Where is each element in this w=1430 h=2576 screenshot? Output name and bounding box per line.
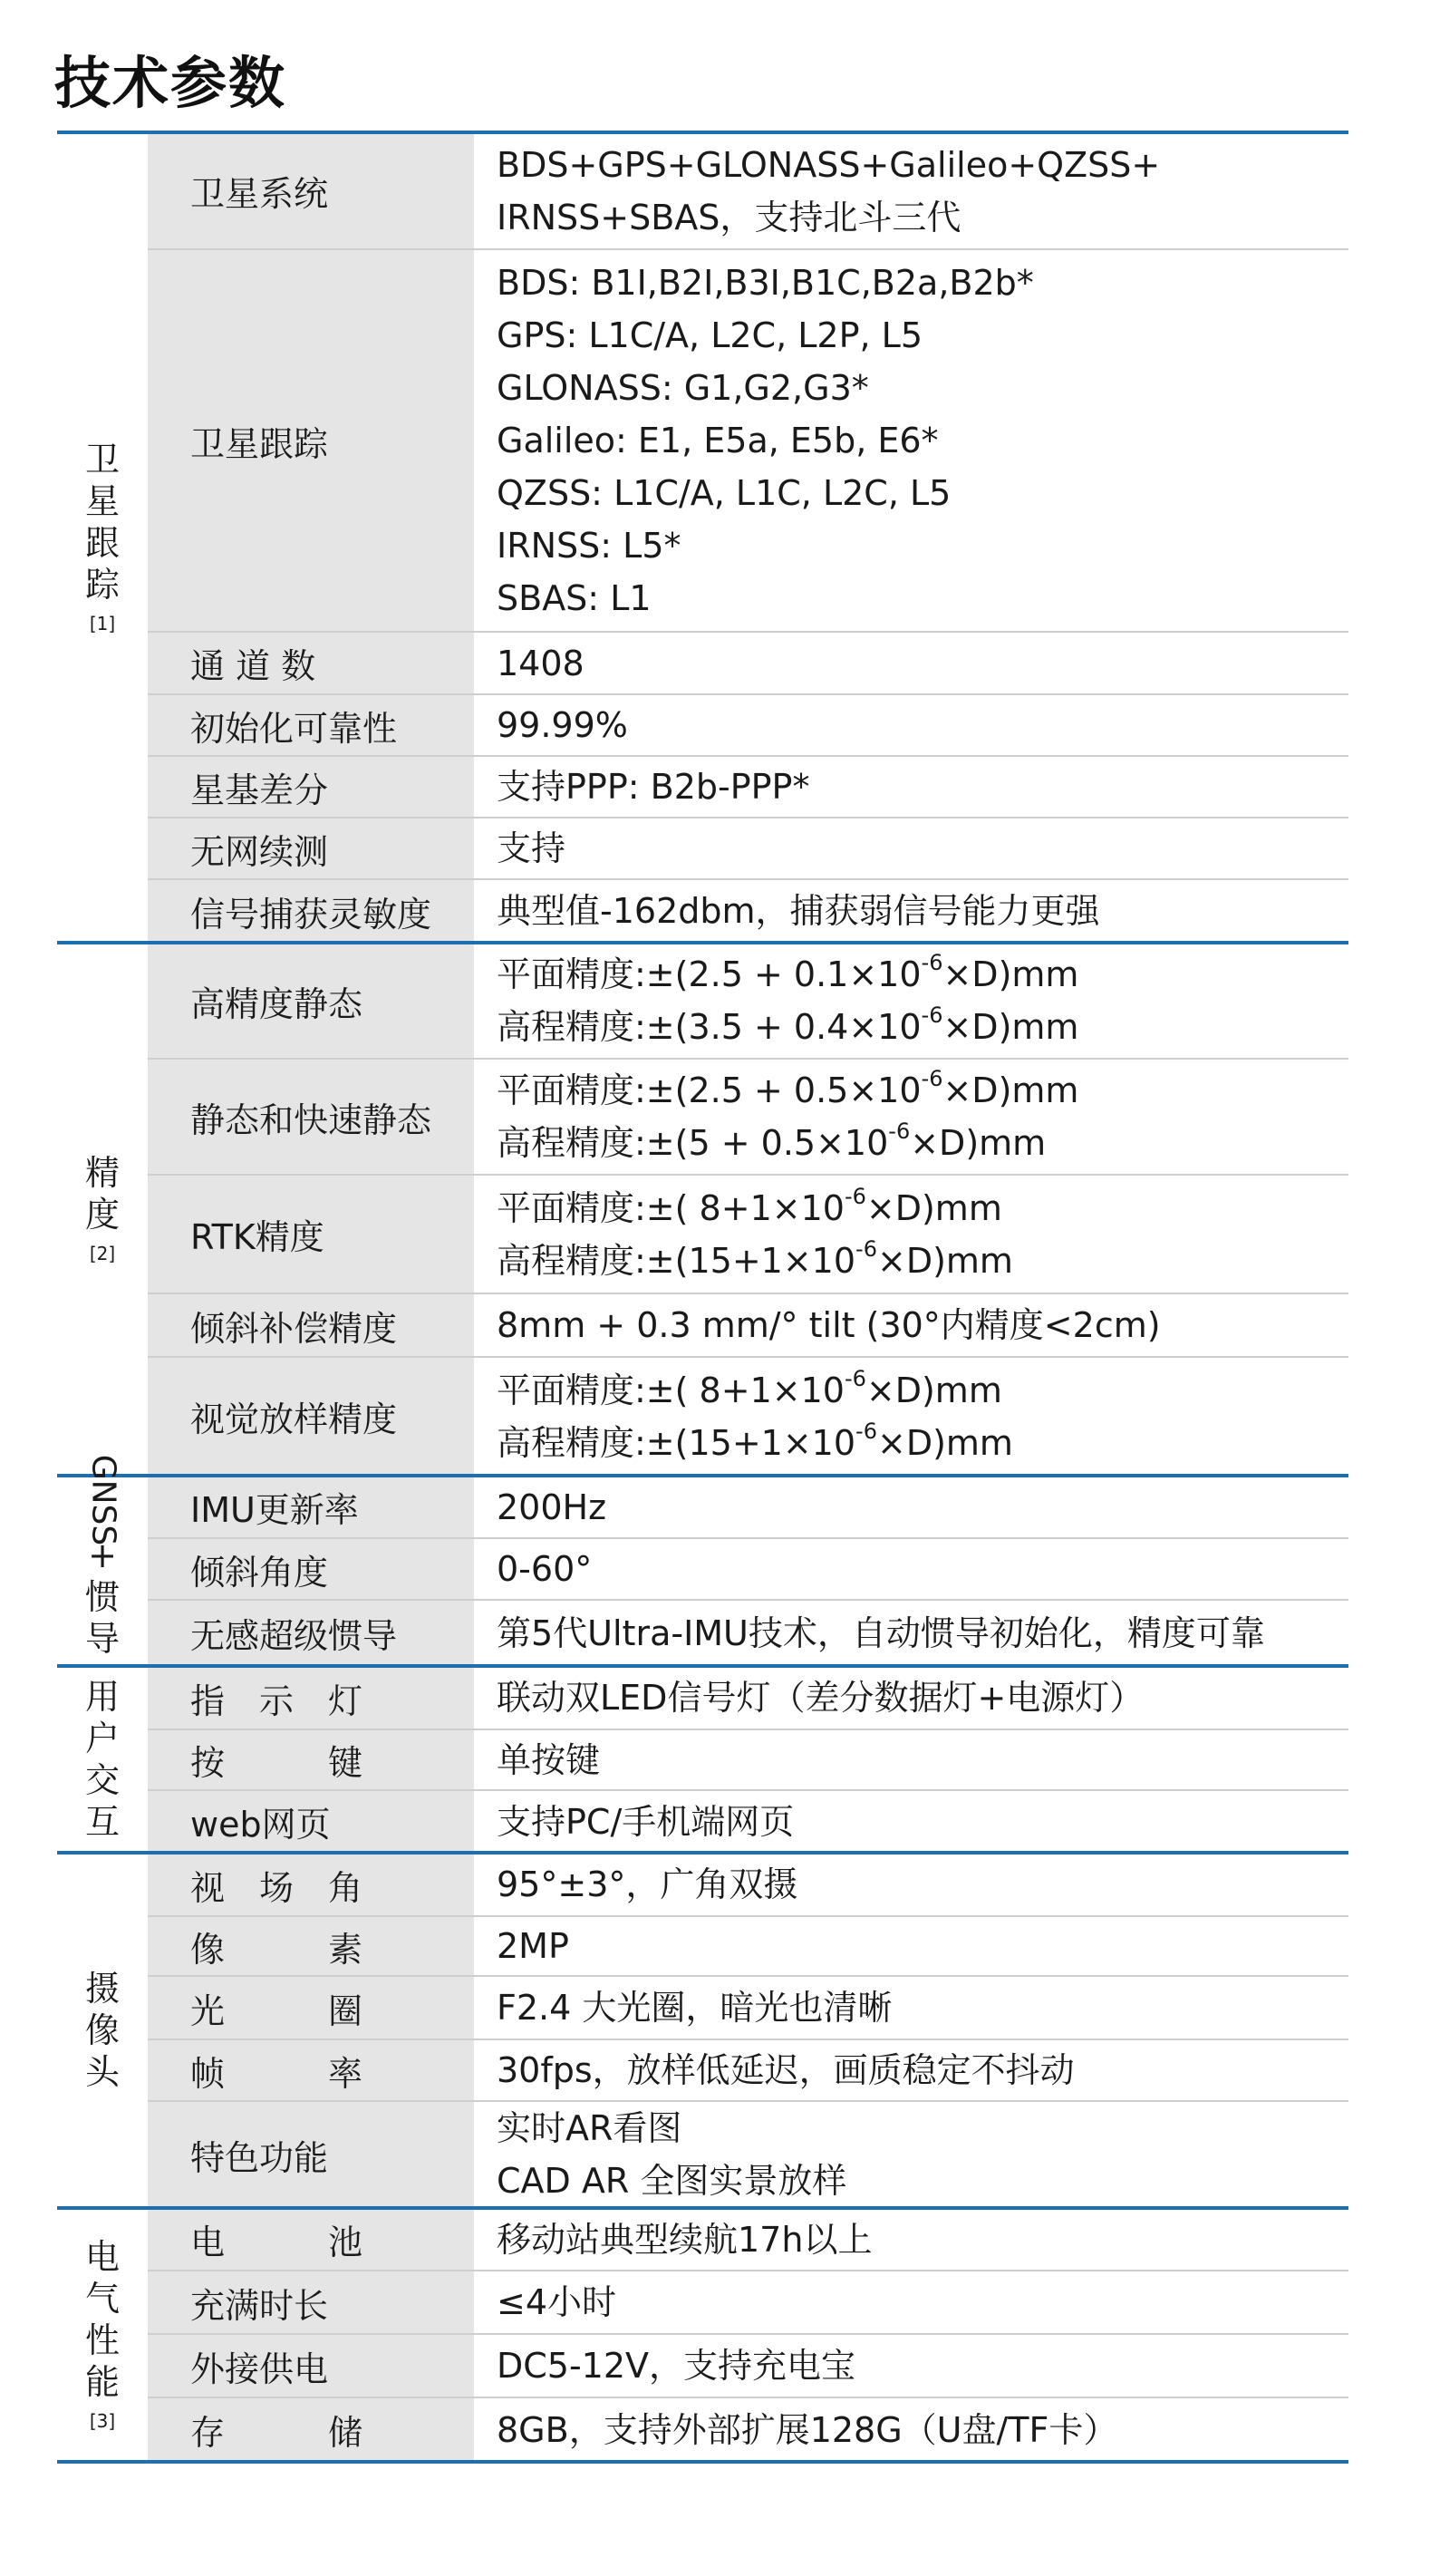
value-text: ×D)mm	[876, 1240, 1013, 1281]
spec-value-line: DC5-12V，支持充电宝	[497, 2346, 856, 2386]
spec-value	[497, 1976, 1348, 2039]
category-footnote: [2]	[89, 1243, 116, 1264]
value-text: 平面精度:±(2.5 + 0.1×10	[497, 954, 922, 994]
spec-value	[497, 632, 1348, 694]
spec-value	[497, 756, 1348, 818]
spec-value-line: 200Hz	[497, 1487, 607, 1527]
spec-value-line	[497, 1182, 1348, 1235]
spec-label: RTK精度	[190, 1217, 324, 1257]
category-char: 像	[84, 2010, 120, 2050]
table-bottom-rule	[57, 2460, 1348, 2464]
spec-label: 卫星跟踪	[190, 423, 329, 464]
spec-label: 特色功能	[190, 2137, 329, 2178]
value-text: 高程精度:±(15+1×10	[497, 1240, 856, 1281]
spec-value-line: 支持PPP: B2b-PPP*	[497, 767, 810, 807]
spec-value	[497, 1729, 1348, 1790]
value-text: ×D)mm	[942, 954, 1079, 994]
spec-value-line: 99.99%	[497, 705, 628, 745]
exponent: -6	[921, 1066, 943, 1092]
section-category	[57, 2208, 148, 2462]
spec-label: 卫星系统	[190, 174, 329, 214]
spec-label: 倾斜补偿精度	[190, 1308, 398, 1349]
spec-label: 指 示 灯	[190, 1680, 363, 1721]
spec-label: 静态和快速静态	[190, 1099, 432, 1140]
section-category	[57, 132, 148, 943]
spec-value-line: 单按键	[497, 1739, 601, 1780]
spec-label: 光 圈	[190, 1990, 363, 2031]
category-char: 交	[84, 1760, 120, 1800]
category-char: 头	[84, 2052, 120, 2092]
spec-label: 高精度静态	[190, 983, 363, 1024]
value-text: 平面精度:±( 8+1×10	[497, 1370, 845, 1410]
spec-value	[497, 1666, 1348, 1729]
spec-value-line	[497, 948, 1348, 1001]
spec-value-line: 第5代Ultra-IMU技术，自动惯导初始化，精度可靠	[497, 1612, 1265, 1653]
category-rotated-text: GNSS	[84, 1454, 121, 1546]
spec-value-line: GPS: L1C/A, L2C, L2P, L5	[497, 315, 923, 355]
category-char: 气	[84, 2279, 120, 2319]
spec-value-line	[497, 1417, 1348, 1469]
category-char: 惯	[84, 1577, 120, 1617]
spec-value	[497, 694, 1348, 756]
spec-value	[497, 1293, 1348, 1357]
spec-value	[497, 249, 1348, 632]
value-text: ×D)mm	[876, 1422, 1013, 1463]
spec-value-line: 联动双LED信号灯（差分数据灯+电源灯）	[497, 1678, 1145, 1718]
exponent: -6	[888, 1119, 911, 1145]
value-text: ×D)mm	[910, 1123, 1047, 1163]
spec-value-line	[497, 1001, 1348, 1053]
spec-label: 通 道 数	[190, 646, 316, 686]
spec-value	[497, 132, 1348, 249]
spec-value	[497, 1790, 1348, 1853]
exponent: -6	[921, 950, 943, 976]
page-title: 技术参数	[54, 50, 287, 116]
spec-value-line	[497, 1117, 1348, 1169]
spec-value	[497, 1175, 1348, 1293]
spec-value	[497, 1059, 1348, 1175]
category-footnote: [3]	[89, 2410, 116, 2432]
spec-value-line: SBAS: L1	[497, 578, 652, 618]
spec-label: 星基差分	[190, 770, 329, 810]
spec-value	[497, 2397, 1348, 2462]
exponent: -6	[855, 1418, 877, 1444]
category-footnote: [1]	[89, 613, 116, 634]
spec-label: 帧 率	[190, 2053, 363, 2094]
spec-value	[497, 1538, 1348, 1600]
spec-label: 视觉放样精度	[190, 1399, 398, 1439]
spec-value-line: 实时AR看图	[497, 2108, 682, 2148]
spec-value	[497, 2271, 1348, 2334]
spec-label: 信号捕获灵敏度	[190, 894, 432, 935]
spec-value-line: Galileo: E1, E5a, E5b, E6*	[497, 421, 939, 460]
spec-value-line: BDS: B1I,B2I,B3I,B1C,B2a,B2b*	[497, 263, 1034, 303]
spec-value-line: IRNSS: L5*	[497, 526, 681, 566]
spec-value-line: ≤4小时	[497, 2282, 617, 2322]
spec-value-line: 95°±3°，广角双摄	[497, 1864, 798, 1904]
category-char: 互	[84, 1802, 120, 1842]
spec-label: 充满时长	[190, 2285, 329, 2326]
spec-value	[497, 1600, 1348, 1666]
value-text: ×D)mm	[865, 1187, 1002, 1228]
category-char: 度	[84, 1195, 120, 1235]
value-text: 平面精度:±(2.5 + 0.5×10	[497, 1070, 922, 1110]
spec-value-line	[497, 1235, 1348, 1287]
spec-label: 倾斜角度	[190, 1552, 329, 1593]
spec-value	[497, 2334, 1348, 2397]
spec-label: 外接供电	[190, 2348, 329, 2389]
value-text: 平面精度:±( 8+1×10	[497, 1187, 845, 1228]
spec-value-line: 8mm + 0.3 mm/° tilt (30°内精度<2cm)	[497, 1305, 1161, 1345]
spec-value	[497, 818, 1348, 879]
spec-value-line: QZSS: L1C/A, L1C, L2C, L5	[497, 473, 952, 513]
spec-value	[497, 2039, 1348, 2101]
spec-label: 电 池	[190, 2223, 363, 2262]
category-char: 能	[84, 2362, 120, 2402]
spec-value	[497, 2101, 1348, 2208]
value-text: 高程精度:±(3.5 + 0.4×10	[497, 1007, 922, 1047]
spec-value-line: 8GB，支持外部扩展128G（U盘/TF卡）	[497, 2409, 1118, 2450]
spec-value	[497, 2208, 1348, 2271]
spec-value-line: 支持	[497, 828, 566, 868]
spec-value-line: IRNSS+SBAS，支持北斗三代	[497, 197, 961, 237]
section-category	[57, 1853, 148, 2208]
category-char: 户	[84, 1719, 120, 1758]
exponent: -6	[855, 1235, 877, 1262]
category-char: 星	[84, 481, 120, 521]
category-char: +	[88, 1535, 117, 1575]
spec-label: 存 储	[190, 2413, 363, 2453]
spec-value-line: 30fps，放样低延迟，画质稳定不抖动	[497, 2050, 1075, 2090]
category-char: 用	[84, 1677, 120, 1717]
section-category	[57, 943, 148, 1476]
section-category	[57, 1454, 148, 1666]
value-text: 高程精度:±(5 + 0.5×10	[497, 1123, 889, 1163]
category-char: 导	[84, 1619, 120, 1659]
value-text: ×D)mm	[942, 1007, 1079, 1047]
category-char: 跟	[84, 523, 120, 563]
category-char: 性	[84, 2320, 120, 2360]
spec-value	[497, 1916, 1348, 1976]
value-text: ×D)mm	[865, 1370, 1002, 1410]
category-char: 电	[84, 2237, 120, 2277]
exponent: -6	[844, 1183, 866, 1209]
spec-value-line: CAD AR 全图实景放样	[497, 2161, 847, 2201]
spec-value-line: 0-60°	[497, 1549, 593, 1589]
spec-value-line: GLONASS: G1,G2,G3*	[497, 368, 869, 408]
spec-value-line: 移动站典型续航17h以上	[497, 2219, 873, 2260]
category-char: 踪	[84, 565, 120, 605]
spec-label: IMU更新率	[190, 1490, 359, 1530]
spec-value	[497, 1476, 1348, 1538]
exponent: -6	[844, 1365, 866, 1391]
spec-value	[497, 1853, 1348, 1916]
spec-value-line	[497, 1064, 1348, 1117]
spec-label: 初始化可靠性	[190, 708, 398, 749]
spec-value-line	[497, 1364, 1348, 1417]
spec-value-line: 支持PC/手机端网页	[497, 1801, 795, 1842]
spec-value-line: 典型值-162dbm，捕获弱信号能力更强	[497, 891, 1100, 931]
category-char: 卫	[84, 440, 120, 479]
value-text: ×D)mm	[942, 1070, 1079, 1110]
spec-value-line: BDS+GPS+GLONASS+Galileo+QZSS+	[497, 144, 1161, 185]
spec-label: 无感超级惯导	[190, 1616, 398, 1656]
spec-value	[497, 879, 1348, 943]
category-char: 摄	[84, 1969, 120, 2009]
spec-label: 无网续测	[190, 831, 329, 872]
value-text: 高程精度:±(15+1×10	[497, 1422, 856, 1463]
exponent: -6	[921, 1002, 943, 1029]
spec-value-line: F2.4 大光圈，暗光也清晰	[497, 1988, 893, 2028]
spec-value	[497, 943, 1348, 1059]
spec-label: 视 场 角	[190, 1867, 363, 1908]
spec-label: 按 键	[190, 1743, 363, 1783]
spec-label: 像 素	[190, 1929, 363, 1970]
section-category	[57, 1666, 148, 1853]
spec-label: web网页	[190, 1805, 331, 1845]
category-char: 精	[84, 1153, 120, 1193]
spec-value	[497, 1357, 1348, 1476]
spec-value-line: 2MP	[497, 1926, 569, 1966]
spec-value-line: 1408	[497, 643, 585, 683]
